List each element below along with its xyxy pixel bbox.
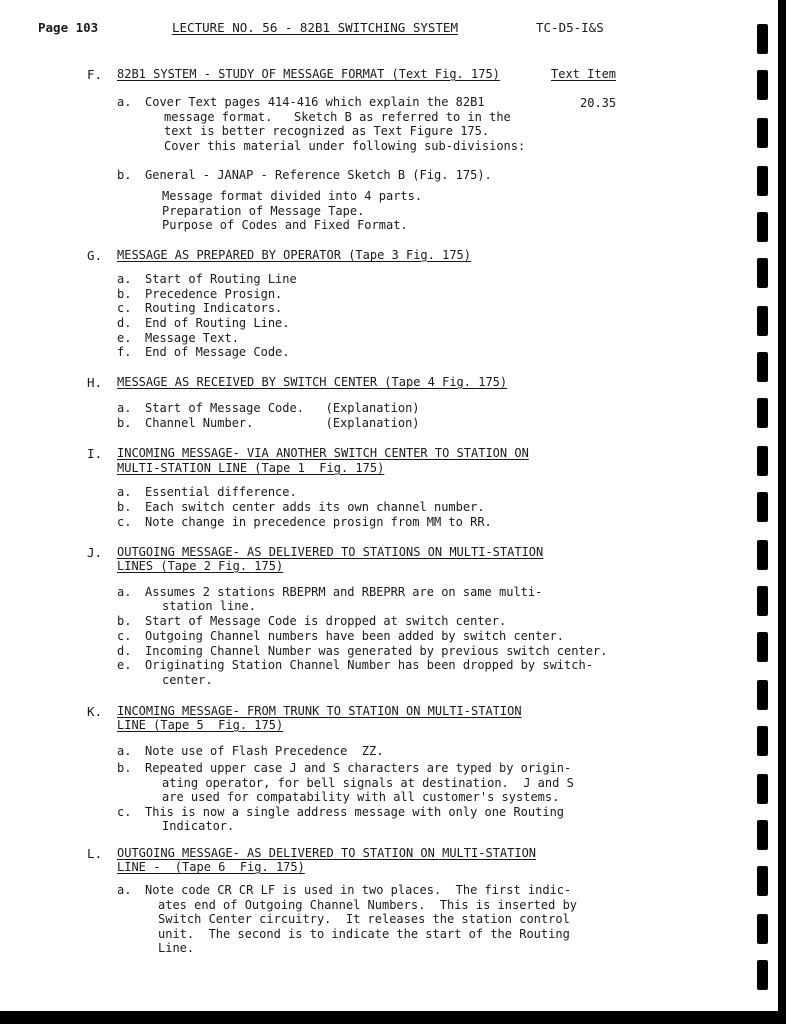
item-text: Start of Routing Line: [145, 272, 297, 286]
item-label: b.: [117, 614, 132, 628]
item-label: c.: [117, 629, 132, 643]
list-item: [117, 301, 282, 316]
list-item: [117, 744, 383, 759]
section-f-letter: F.: [87, 67, 103, 82]
list-item: [117, 883, 571, 898]
text-item-label: Text Item: [551, 67, 617, 81]
item-text: Essential difference.: [145, 485, 297, 499]
list-item: [117, 485, 297, 500]
page-number: Page 103: [38, 20, 99, 35]
item-label: b.: [117, 168, 132, 182]
list-item: [117, 585, 542, 600]
binder-hole-mark: [757, 446, 768, 476]
item-text: Incoming Channel Number was generated by previous switch center.: [145, 644, 608, 658]
list-item: [117, 95, 485, 110]
text-item-value: 20.35: [580, 96, 617, 110]
item-label: e.: [117, 658, 132, 672]
binder-hole-mark: [757, 914, 768, 944]
item-text: End of Message Code.: [145, 345, 290, 359]
list-item: [117, 515, 492, 530]
binder-hole-mark: [757, 680, 768, 710]
binder-hole-mark: [757, 540, 768, 570]
binder-hole-mark: [757, 632, 768, 662]
item-text: Note change in precedence prosign from MM to RR.: [145, 515, 492, 529]
section-l-letter: L.: [87, 846, 103, 861]
list-item: [117, 416, 420, 431]
list-item: [117, 401, 420, 416]
item-label: a.: [117, 883, 132, 897]
item-continuation: Switch Center circuitry. It releases the station control: [158, 912, 570, 926]
section-f-title: 82B1 SYSTEM - STUDY OF MESSAGE FORMAT (Text Fig. 175): [117, 67, 500, 81]
scan-edge-bottom: [0, 1011, 786, 1024]
binder-hole-mark: [757, 166, 768, 196]
binder-hole-mark: [757, 492, 768, 522]
item-continuation: center.: [162, 673, 213, 687]
item-label: a.: [117, 585, 132, 599]
item-continuation: text is better recognized as Text Figure 175.: [164, 124, 490, 138]
item-text: Originating Station Channel Number has been dropped by switch-: [145, 658, 593, 672]
item-text: Note use of Flash Precedence ZZ.: [145, 744, 384, 758]
section-h-letter: H.: [87, 375, 103, 390]
item-text: Outgoing Channel numbers have been added by switch center.: [145, 629, 565, 643]
item-text: Note code CR CR LF is used in two places. The first indic-: [145, 883, 572, 897]
item-label: b.: [117, 761, 132, 775]
item-label: b.: [117, 500, 132, 514]
section-i-title-line-2: MULTI-STATION LINE (Tape 1 Fig. 175): [117, 461, 385, 475]
list-item: [117, 287, 282, 302]
item-label: a.: [117, 744, 132, 758]
list-item: [117, 316, 290, 331]
section-k-title-line-2: LINE (Tape 5 Fig. 175): [117, 718, 284, 732]
item-label: f.: [117, 345, 132, 359]
item-text: Repeated upper case J and S characters are typed by origin-: [145, 761, 572, 775]
binder-hole-mark: [757, 212, 768, 242]
section-j-title-line-1: OUTGOING MESSAGE- AS DELIVERED TO STATIONS ON MULTI-STATION: [117, 545, 544, 559]
binder-hole-mark: [757, 586, 768, 616]
item-continuation: are used for compatability with all customer's systems.: [162, 790, 560, 804]
item-label: a.: [117, 95, 132, 109]
item-continuation: station line.: [162, 599, 256, 613]
item-text: General - JANAP - Reference Sketch B (Fig. 175).: [145, 168, 492, 182]
item-label: e.: [117, 331, 132, 345]
item-label: c.: [117, 301, 132, 315]
list-item: [117, 168, 492, 183]
item-continuation: message format. Sketch B as referred to in the: [164, 110, 511, 124]
binder-hole-mark: [757, 306, 768, 336]
item-label: d.: [117, 644, 132, 658]
section-g-letter: G.: [87, 248, 103, 263]
section-g-title: MESSAGE AS PREPARED BY OPERATOR (Tape 3 Fig. 175): [117, 248, 472, 262]
list-item: [117, 345, 290, 360]
item-text: Precedence Prosign.: [145, 287, 283, 301]
list-item: [117, 614, 506, 629]
list-item: [117, 331, 239, 346]
item-label: c.: [117, 805, 132, 819]
section-i-title-line-1: INCOMING MESSAGE- VIA ANOTHER SWITCH CENTER TO STATION ON: [117, 446, 529, 460]
item-label: a.: [117, 401, 132, 415]
binder-hole-mark: [757, 726, 768, 756]
section-l-title-line-1: OUTGOING MESSAGE- AS DELIVERED TO STATION ON MULTI-STATION: [117, 846, 537, 860]
binder-hole-mark: [757, 398, 768, 428]
item-label: a.: [117, 485, 132, 499]
item-continuation: ates end of Outgoing Channel Numbers. This is inserted by: [158, 898, 578, 912]
item-continuation: ating operator, for bell signals at destination. J and S: [162, 776, 574, 790]
item-continuation: unit. The second is to indicate the start of the Routing: [158, 927, 570, 941]
item-text: Start of Message Code. (Explanation): [145, 401, 420, 415]
list-item: [117, 272, 297, 287]
list-item: [117, 658, 593, 673]
item-continuation: Cover this material under following sub-divisions:: [164, 139, 526, 153]
list-item: [117, 761, 571, 776]
binder-hole-mark: [757, 70, 768, 100]
binder-hole-mark: [757, 118, 768, 148]
item-text: Message Text.: [145, 331, 239, 345]
binder-hole-mark: [757, 820, 768, 850]
binder-hole-mark: [757, 24, 768, 54]
item-text: Routing Indicators.: [145, 301, 283, 315]
binder-hole-mark: [757, 866, 768, 896]
binder-hole-mark: [757, 352, 768, 382]
lecture-title: LECTURE NO. 56 - 82B1 SWITCHING SYSTEM: [172, 20, 458, 35]
binder-hole-mark: [757, 774, 768, 804]
section-h-title: MESSAGE AS RECEIVED BY SWITCH CENTER (Tape 4 Fig. 175): [117, 375, 508, 389]
section-i-letter: I.: [87, 446, 103, 461]
scan-edge-right: [778, 0, 786, 1024]
item-label: a.: [117, 272, 132, 286]
item-text: Assumes 2 stations RBEPRM and RBEPRR are on same multi-: [145, 585, 543, 599]
binder-hole-mark: [757, 258, 768, 288]
document-code: TC-D5-I&S: [536, 20, 604, 35]
item-text: Cover Text pages 414-416 which explain the 82B1: [145, 95, 485, 109]
item-text: Each switch center adds its own channel number.: [145, 500, 485, 514]
item-label: c.: [117, 515, 132, 529]
item-label: b.: [117, 287, 132, 301]
binder-hole-mark: [757, 960, 768, 990]
item-text: End of Routing Line.: [145, 316, 290, 330]
item-text: This is now a single address message with only one Routing: [145, 805, 565, 819]
section-k-title-line-1: INCOMING MESSAGE- FROM TRUNK TO STATION ON MULTI-STATION: [117, 704, 522, 718]
section-l-title-line-2: LINE - (Tape 6 Fig. 175): [117, 860, 305, 874]
list-item: [117, 644, 607, 659]
item-continuation: Indicator.: [162, 819, 235, 833]
item-continuation: Preparation of Message Tape.: [162, 204, 365, 218]
section-j-letter: J.: [87, 545, 103, 560]
list-item: [117, 500, 485, 515]
section-k-letter: K.: [87, 704, 103, 719]
item-text: Channel Number. (Explanation): [145, 416, 420, 430]
list-item: [117, 805, 564, 820]
section-j-title-line-2: LINES (Tape 2 Fig. 175): [117, 559, 284, 573]
item-continuation: Line.: [158, 941, 195, 955]
item-text: Start of Message Code is dropped at switch center.: [145, 614, 507, 628]
item-label: d.: [117, 316, 132, 330]
item-continuation: Purpose of Codes and Fixed Format.: [162, 218, 408, 232]
list-item: [117, 629, 564, 644]
item-continuation: Message format divided into 4 parts.: [162, 189, 423, 203]
item-label: b.: [117, 416, 132, 430]
